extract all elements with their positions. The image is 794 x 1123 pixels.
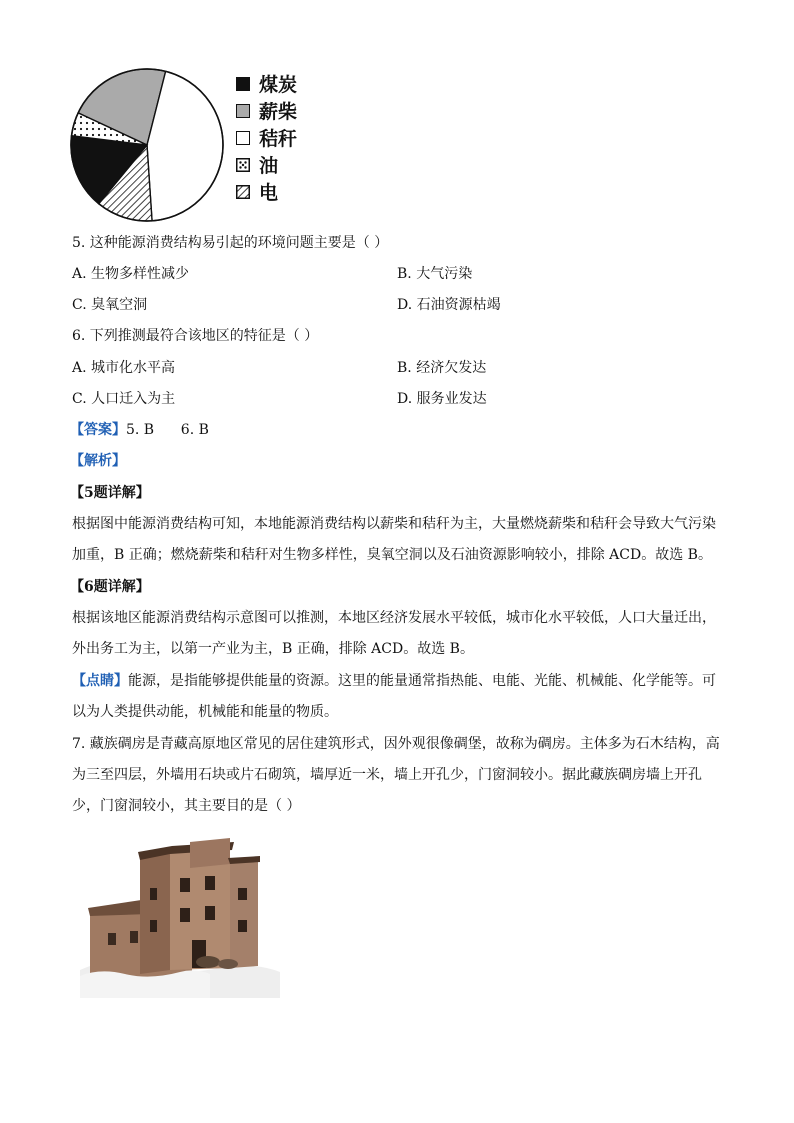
q5-option-c: C. 臭氧空洞: [72, 297, 148, 313]
q6-option-b: B. 经济欠发达: [397, 360, 487, 376]
detail6-text: 根据该地区能源消费结构示意图可以推测，本地区经济发展水平较低，城市化水平较低，人口大量迁出，外出务工为主，以第一产业为主，B 正确，排除 ACD。故选 B。: [72, 610, 716, 657]
q7-stem: 7. 藏族碉房是青藏高原地区常见的居住建筑形式，因外观很像碉堡，故称为碉房。主体多为石木结构，高为三至四层，外墙用石块或片石砌筑，墙厚近一米，墙上开孔少，门窗洞较小。据此藏族碉房墙上开孔少，门窗洞较小，其主要目的是（ ）: [72, 736, 720, 814]
legend-swatch-oil: [236, 158, 250, 172]
legend-label-electricity: 电: [259, 182, 279, 204]
legend-item-oil: [236, 151, 297, 178]
legend-swatch-electricity: [236, 185, 250, 199]
pie-legend: [236, 70, 297, 205]
q6-option-c: C. 人口迁入为主: [72, 391, 176, 407]
legend-item-straw: [236, 124, 297, 151]
q6-option-a: A. 城市化水平高: [72, 360, 176, 376]
legend-item-electricity: [236, 178, 297, 205]
tip-text: 能源，是指能够提供能量的资源。这里的能量通常指热能、电能、光能、机械能、化学能等。可以为人类提供动能，机械能和能量的物质。: [72, 673, 716, 720]
tip-tag: 【点睛】: [72, 673, 128, 689]
detail5-text: 根据图中能源消费结构可知，本地能源消费结构以薪柴和秸秆为主，大量燃烧薪柴和秸秆会导致大气污染加重，B 正确；燃烧薪柴和秸秆对生物多样性，臭氧空洞以及石油资源影响较小，排除 ACD。故选 B。: [72, 516, 716, 563]
legend-label-straw: 秸秆: [259, 128, 298, 150]
legend-swatch-firewood: [236, 104, 250, 118]
energy-pie-chart: [66, 66, 236, 231]
q5-option-a: A. 生物多样性减少: [72, 266, 190, 282]
tibetan-stone-house-illustration: [80, 838, 280, 998]
q5-option-d: D. 石油资源枯竭: [397, 297, 501, 313]
answer-text: 5. B 6. B: [126, 422, 209, 438]
answer-line: [70, 420, 209, 440]
legend-label-oil: 油: [259, 155, 279, 177]
analysis-tag: 【解析】: [70, 453, 126, 469]
q6-option-d: D. 服务业发达: [397, 391, 487, 407]
legend-swatch-coal: [236, 77, 250, 91]
detail6-tag: 【6题详解】: [70, 579, 150, 595]
legend-item-coal: [236, 70, 297, 97]
legend-label-firewood: 薪柴: [259, 101, 298, 123]
answer-tag: 【答案】: [70, 422, 126, 438]
legend-item-firewood: [236, 97, 297, 124]
q6-stem: 6. 下列推测最符合该地区的特征是（ ）: [72, 328, 319, 344]
legend-label-coal: 煤炭: [259, 74, 298, 96]
q5-option-b: B. 大气污染: [397, 266, 473, 282]
tip-paragraph: [72, 666, 722, 728]
legend-swatch-straw: [236, 131, 250, 145]
q5-stem: 5. 这种能源消费结构易引起的环境问题主要是（ ）: [72, 235, 389, 251]
detail5-tag: 【5题详解】: [70, 485, 150, 501]
